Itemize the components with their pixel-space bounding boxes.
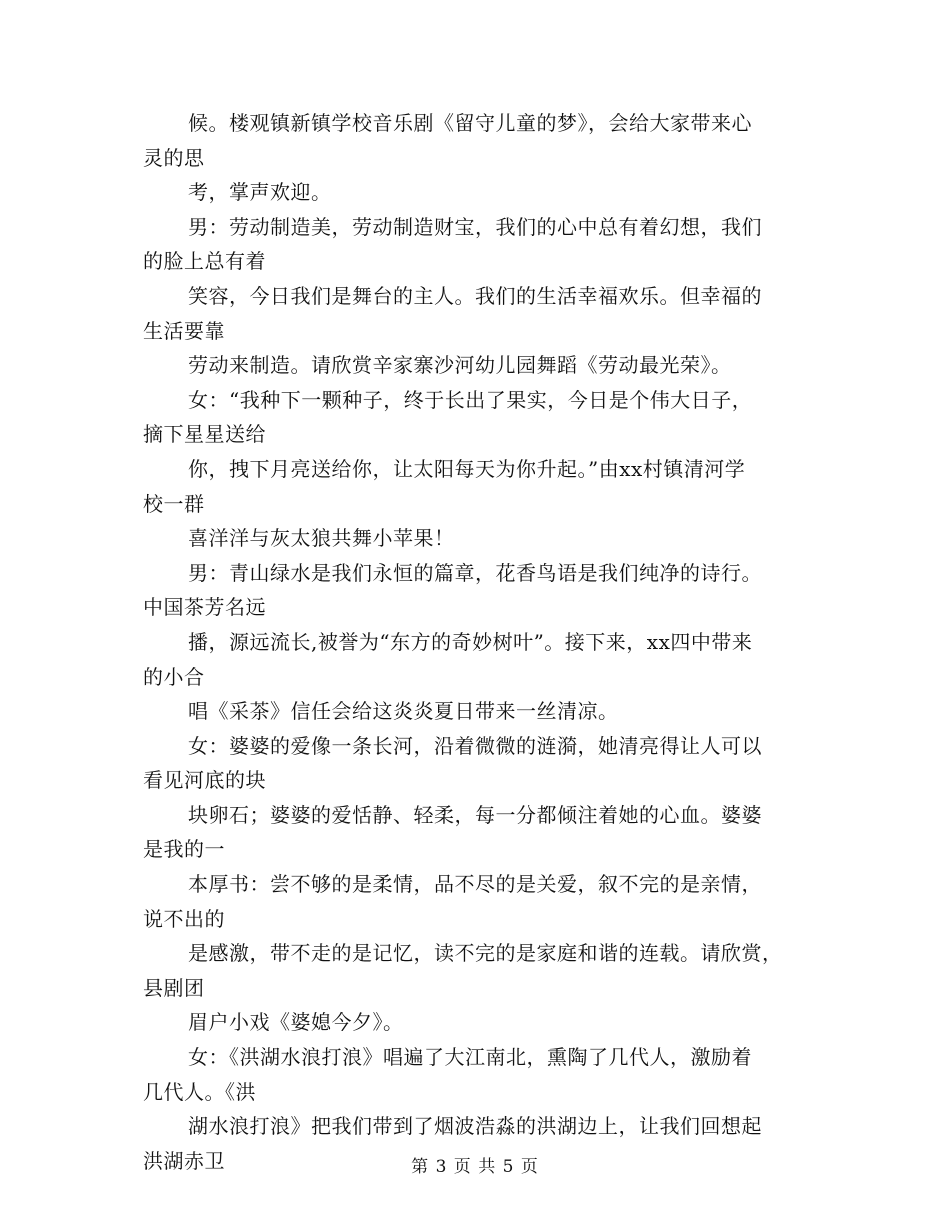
text-line: 县剧团 — [143, 975, 205, 1000]
text-line: 中国茶芳名远 — [143, 595, 266, 620]
text-line: 喜洋洋与灰太狼共舞小苹果！ — [188, 526, 455, 551]
text-line: 劳动来制造。请欣赏辛家寨沙河幼儿园舞蹈《劳动最光荣》。 — [188, 353, 732, 378]
text-line: 眉户小戏《婆媳今夕》。 — [188, 1010, 404, 1035]
text-line: 看见河底的块 — [143, 768, 266, 793]
text-line: 块卵石；婆婆的爱恬静、轻柔，每一分都倾注着她的心血。婆婆 — [188, 802, 762, 827]
text-line: 女：婆婆的爱像一条长河，沿着微微的涟漪，她清亮得让人可以 — [188, 733, 762, 758]
text-line: 本厚书：尝不够的是柔情，品不尽的是关爱，叙不完的是亲情， — [188, 872, 762, 897]
text-line: 校一群 — [143, 491, 205, 516]
text-line: 湖水浪打浪》把我们带到了烟波浩淼的洪湖边上，让我们回想起 — [188, 1114, 762, 1139]
text-line: 是感激，带不走的是记忆，读不完的是家庭和谐的连载。请欣赏， — [188, 941, 783, 966]
text-line: 唱《采茶》信任会给这炎炎夏日带来一丝清凉。 — [188, 699, 619, 724]
text-line: 洪湖赤卫 — [143, 1148, 225, 1173]
text-line: 男：青山绿水是我们永恒的篇章，花香鸟语是我们纯净的诗行。 — [188, 560, 762, 585]
text-line: 说不出的 — [143, 906, 225, 931]
text-line: 候。楼观镇新镇学校音乐剧《留守儿童的梦》，会给大家带来心 — [188, 111, 752, 135]
text-line: 的脸上总有着 — [143, 249, 266, 274]
text-line: 女：《洪湖水浪打浪》唱遍了大江南北，熏陶了几代人，激励着 — [188, 1045, 752, 1070]
text-line: 生活要靠 — [143, 318, 225, 343]
text-line: 摘下星星送给 — [143, 422, 266, 447]
document-body — [143, 106, 818, 1178]
text-line: 男：劳动制造美，劳动制造财宝，我们的心中总有着幻想，我们 — [188, 214, 762, 239]
text-line: 灵的思 — [143, 145, 205, 170]
text-line: 女：“我种下一颗种子，终于长出了果实，今日是个伟大日子， — [188, 387, 753, 412]
text-line: 几代人。《洪 — [143, 1079, 256, 1104]
text-line: 考，掌声欢迎。 — [188, 180, 332, 205]
text-line: 播，源远流长,被誉为“东方的奇妙树叶”。接下来，xx四中带来 — [188, 629, 753, 654]
text-line: 笑容，今日我们是舞台的主人。我们的生活幸福欢乐。但幸福的 — [188, 283, 762, 308]
text-line: 你，拽下月亮送给你，让太阳每天为你升起。”由xx村镇清河学 — [188, 456, 746, 481]
text-line: 的小合 — [143, 664, 205, 689]
text-line: 是我的一 — [143, 837, 225, 862]
page-footer: 第 3 页 共 5 页 — [411, 1157, 539, 1177]
